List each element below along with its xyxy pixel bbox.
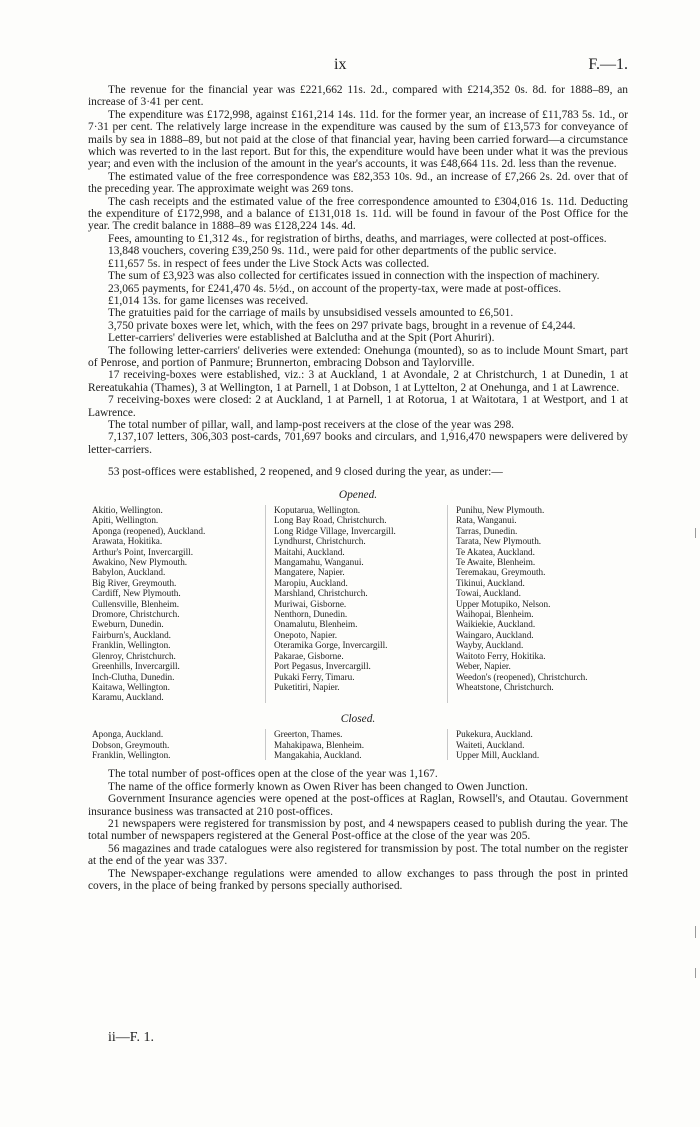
- paragraph: £11,657 5s. in respect of fees under the Live Stock Acts was collected.: [108, 257, 430, 270]
- post-office-entry: Babylon, Auckland.: [92, 567, 166, 578]
- post-office-entry: Waingaro, Auckland.: [456, 629, 534, 640]
- post-office-entry: Franklin, Wellington.: [92, 749, 171, 760]
- post-office-entry: Aponga, Auckland.: [92, 729, 164, 740]
- paragraph: 17 receiving-boxes were established, viz.: 3 at Auckland, 1 at Avondale, 2 at Christchurch, 1 at Dunedin, 1 at Rereatukahia (Thames), 3 at Wellington, 1 at Parnell, 1 at Dobson, 1 at Lyttelton, 2 at Onehunga, and 1 at Lawrence.: [88, 369, 628, 394]
- post-office-entry: Fairburn's, Auckland.: [92, 629, 171, 640]
- post-office-entry: Port Pegasus, Invercargill.: [274, 661, 371, 672]
- post-office-entry: Weedon's (reopened), Christchurch.: [456, 671, 588, 682]
- post-office-entry: Pukekura, Auckland.: [456, 729, 533, 740]
- post-office-entry: Mangamahu, Wanganui.: [274, 557, 364, 568]
- opened-column-3: [447, 505, 628, 703]
- post-office-entry: Mangakahia, Auckland.: [274, 749, 362, 760]
- closed-column-3: [447, 729, 628, 760]
- post-office-entry: Tarata, New Plymouth.: [456, 536, 542, 547]
- post-office-entry: Upper Motupiko, Nelson.: [456, 598, 551, 609]
- paragraph: 23,065 payments, for £241,470 4s. 5½d., on account of the property-tax, were made at post-offices.: [108, 282, 562, 295]
- post-office-entry: Maropiu, Auckland.: [274, 577, 348, 588]
- post-office-entry: Te Akatea, Auckland.: [456, 546, 535, 557]
- paragraph: The following letter-carriers' deliveries were extended: Onehunga (mounted), so as to include Mount Smart, part of Penrose, and portion of Panmure; Brunnerton, embracing Dobson and Taylorville.: [88, 344, 628, 369]
- opened-column-1: [88, 505, 264, 703]
- post-office-entry: Punihu, New Plymouth.: [456, 505, 545, 515]
- paragraph: The revenue for the financial year was £221,662 11s. 2d., compared with £214,352 0s. 8d. for 1888–89, an increase of 3·41 per cent.: [88, 84, 628, 109]
- opened-column-2: [265, 505, 446, 703]
- margin-mark: [695, 926, 696, 938]
- post-office-entry: Cullensville, Blenheim.: [92, 598, 180, 609]
- post-office-entry: Weber, Napier.: [456, 661, 511, 672]
- post-office-entry: Akitio, Wellington.: [92, 505, 163, 515]
- paragraph: 3,750 private boxes were let, which, with the fees on 297 private bags, brought in a revenue of £4,244.: [108, 319, 576, 332]
- closed-column-1: [88, 729, 264, 760]
- opened-offices-list: [88, 505, 628, 703]
- post-office-entry: Karamu, Auckland.: [92, 692, 164, 703]
- post-office-entry: Koputarua, Wellington.: [274, 505, 361, 515]
- paragraph: The expenditure was £172,998, against £161,214 14s. 11d. for the former year, an increase of £11,783 5s. 1d., or 7·31 per cent. The relatively large increase in the expenditure was caused by the sum of £13,573 for conveyance of mails by sea in 1888–89, but not paid at the close of that financial year, having been carried forward—a circumstance which was reverted to in the last report. But for this, the expenditure would have been under what it was the previous year; and even with the inclusion of the amount in the year's accounts, it was £48,664 11s. 2d. less than the revenue.: [88, 108, 628, 171]
- post-office-entry: Waiteti, Auckland.: [456, 739, 525, 750]
- document-code: F.—1.: [588, 56, 628, 73]
- post-office-entry: Glenroy, Christchurch.: [92, 650, 176, 661]
- paragraph: The total number of pillar, wall, and lamp-post receivers at the close of the year was 298.: [108, 418, 514, 431]
- signature-code: ii—F. 1.: [108, 1030, 154, 1045]
- post-office-entry: Cardiff, New Plymouth.: [92, 588, 181, 599]
- paragraph: £1,014 13s. for game licenses was received.: [108, 294, 309, 307]
- post-office-entry: Pukaki Ferry, Timaru.: [274, 671, 355, 682]
- paragraph: 7,137,107 letters, 306,303 post-cards, 701,697 books and circulars, and 1,916,470 newspapers were delivered by letter-carriers.: [88, 431, 628, 456]
- post-office-entry: Rata, Wanganui.: [456, 515, 517, 526]
- post-office-entry: Arawata, Hokitika.: [92, 536, 163, 547]
- top-paragraphs: [88, 84, 628, 456]
- closed-heading: Closed.: [340, 712, 376, 725]
- post-office-entry: Waihopai, Blenheim.: [456, 609, 534, 620]
- paragraph: The sum of £3,923 was also collected for certificates issued in connection with the inspection of machinery.: [108, 270, 600, 283]
- post-office-entry: Eweburn, Dunedin.: [92, 619, 164, 630]
- post-office-entry: Arthur's Point, Invercargill.: [92, 546, 193, 557]
- post-office-entry: Puketitiri, Napier.: [274, 681, 340, 692]
- post-office-entry: Waikiekie, Auckland.: [456, 619, 536, 630]
- post-office-entry: Dobson, Greymouth.: [92, 739, 170, 750]
- closed-offices-list: [88, 729, 628, 760]
- post-office-entry: Dromore, Christchurch.: [92, 609, 180, 620]
- paragraph: The name of the office formerly known as Owen River has been changed to Owen Junction.: [108, 780, 528, 793]
- post-office-entry: Long Ridge Village, Invercargill.: [274, 525, 396, 536]
- post-office-entry: Onamalutu, Blenheim.: [274, 619, 358, 630]
- post-office-entry: Teremakau, Greymouth.: [456, 567, 546, 578]
- page-number: ix: [334, 56, 347, 73]
- paragraph: 56 magazines and trade catalogues were also registered for transmission by post. The total number on the register at the end of the year was 337.: [88, 842, 628, 868]
- post-office-entry: Maitahi, Auckland.: [274, 546, 345, 557]
- post-office-entry: Upper Mill, Auckland.: [456, 749, 540, 760]
- post-office-entry: Greenhills, Invercargill.: [92, 661, 180, 672]
- post-office-entry: Aponga (reopened), Auckland.: [92, 525, 206, 536]
- closed-column-2: [265, 729, 446, 760]
- paragraph: The estimated value of the free correspondence was £82,353 10s. 9d., an increase of £7,266 2s. 2d. over that of the preceding year. The approximate weight was 269 tons.: [88, 170, 628, 196]
- post-office-entry: Marshland, Christchurch.: [274, 588, 368, 599]
- paragraph: Government Insurance agencies were opened at the post-offices at Raglan, Rowsell's, and Otautau. Government insurance business was transacted at 210 post-offices.: [88, 793, 628, 818]
- post-office-entry: Kaitawa, Wellington.: [92, 681, 170, 692]
- post-office-entry: Tarras, Dunedin.: [456, 525, 518, 536]
- post-office-entry: Pakarae, Gisborne.: [274, 650, 344, 661]
- post-office-entry: Lyndhurst, Christchurch.: [274, 536, 366, 547]
- post-office-entry: Mahakipawa, Blenheim.: [274, 739, 365, 750]
- post-office-entry: Apiti, Wellington.: [92, 515, 159, 526]
- bottom-paragraphs: [88, 768, 628, 892]
- post-office-entry: Oteramika Gorge, Invercargill.: [274, 640, 388, 651]
- paragraph: Fees, amounting to £1,312 4s., for registration of births, deaths, and marriages, were collected at post-offices.: [108, 232, 607, 245]
- margin-mark: [695, 968, 696, 978]
- post-office-entry: Tikinui, Auckland.: [456, 577, 525, 588]
- paragraph: The total number of post-offices open at the close of the year was 1,167.: [108, 768, 438, 781]
- paragraph: Letter-carriers' deliveries were established at Balclutha and at the Spit (Port Ahuriri).: [108, 332, 495, 345]
- post-office-entry: Onepoto, Napier.: [274, 629, 338, 640]
- paragraph: 13,848 vouchers, covering £39,250 9s. 11d., were paid for other departments of the public service.: [108, 245, 557, 258]
- margin-mark: [695, 528, 696, 538]
- post-office-entry: Greerton, Thames.: [274, 729, 343, 740]
- post-office-entry: Inch-Clutha, Dunedin.: [92, 671, 175, 682]
- offices-intro: 53 post-offices were established, 2 reopened, and 9 closed during the year, as under:—: [108, 466, 503, 479]
- post-office-entry: Towai, Auckland.: [456, 588, 521, 599]
- paragraph: 7 receiving-boxes were closed: 2 at Auckland, 1 at Parnell, 1 at Rotorua, 1 at Waitotara, 1 at Westport, and 1 at Lawrence.: [88, 394, 628, 419]
- paragraph: The Newspaper-exchange regulations were amended to allow exchanges to pass through the post in printed covers, in the place of being franked by persons specially authorised.: [88, 867, 628, 892]
- paragraph: The cash receipts and the estimated value of the free correspondence amounted to £304,016 1s. 11d. Deducting the expenditure of £172,998, and a balance of £131,018 1s. 11d. will be found in favour of the Post Office for the year. The credit balance in 1888–89 was £128,224 14s. 4d.: [88, 195, 628, 233]
- post-office-entry: Nenthorn, Dunedin.: [274, 609, 348, 620]
- post-office-entry: Te Awaite, Blenheim.: [456, 557, 536, 568]
- post-office-entry: Big River, Greymouth.: [92, 577, 177, 588]
- post-office-entry: Long Bay Road, Christchurch.: [274, 515, 387, 526]
- post-office-entry: Waitoto Ferry, Hokitika.: [456, 650, 546, 661]
- post-office-entry: Wheatstone, Christchurch.: [456, 681, 554, 692]
- post-office-entry: Awakino, New Plymouth.: [92, 557, 188, 568]
- post-office-entry: Wayby, Auckland.: [456, 640, 524, 651]
- post-office-entry: Muriwai, Gisborne.: [274, 598, 347, 609]
- opened-heading: Opened.: [338, 488, 378, 501]
- paragraph: 21 newspapers were registered for transmission by post, and 4 newspapers ceased to publish during the year. The total number of newspapers registered at the General Post-office at the close of the year was 205.: [88, 817, 628, 843]
- report-body: [88, 84, 628, 892]
- paragraph: The gratuities paid for the carriage of mails by unsubsidised vessels amounted to £6,501.: [108, 307, 514, 320]
- post-office-entry: Franklin, Wellington.: [92, 640, 171, 651]
- post-office-entry: Mangatere, Napier.: [274, 567, 345, 578]
